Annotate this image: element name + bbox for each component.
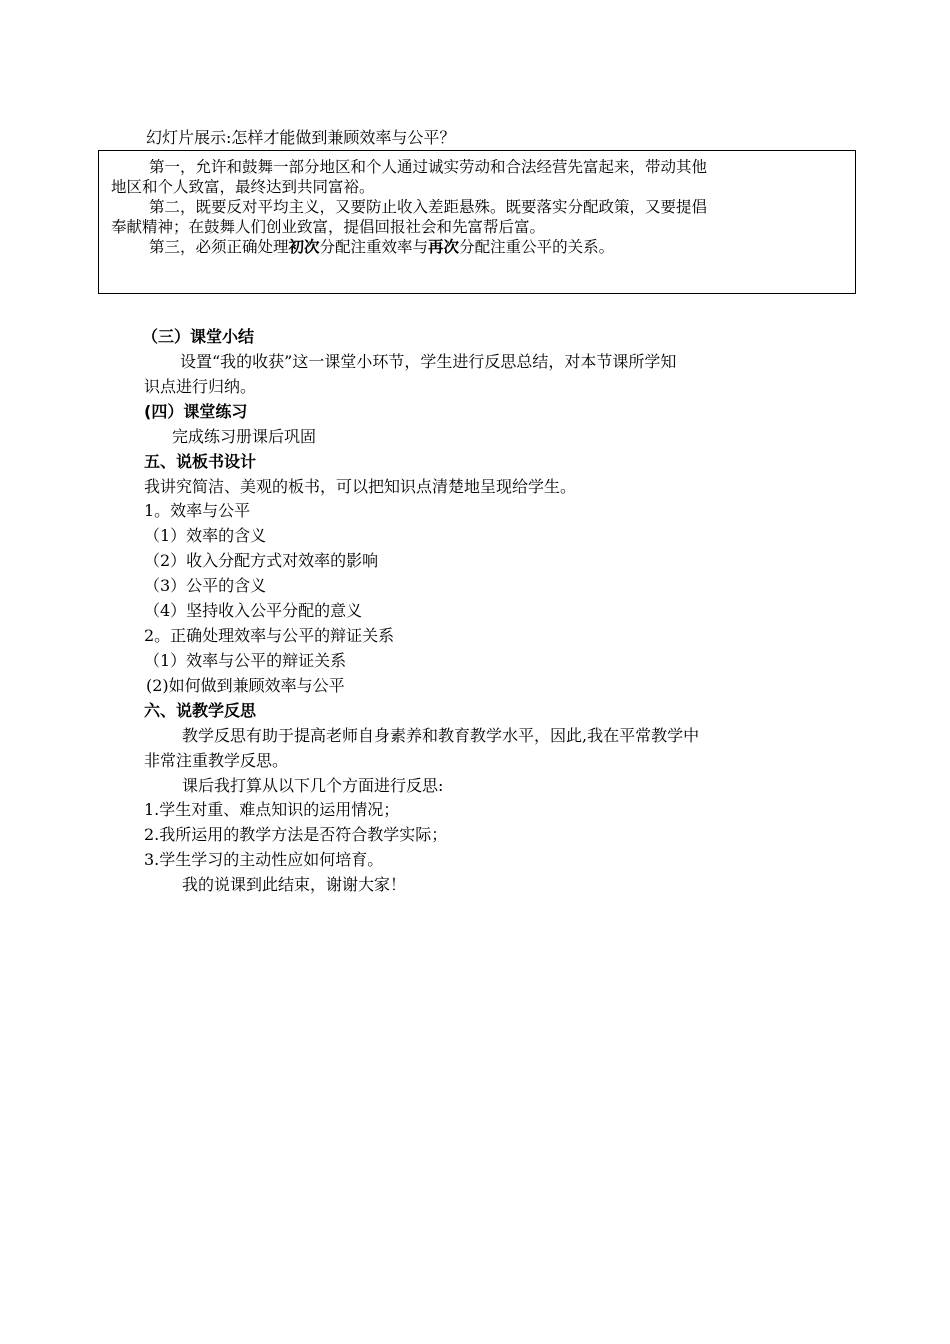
section-6-line-2: 非常注重教学反思。 (144, 751, 289, 770)
section-4-heading: (四）课堂练习 (144, 402, 248, 421)
section-6-line-1: 教学反思有助于提高老师自身素养和教育教学水平，因此,我在平常教学中 (182, 726, 700, 745)
slide-intro: 幻灯片展示:怎样才能做到兼顾效率与公平？ (146, 128, 456, 147)
box-point-3-bold-1: 初次 (288, 238, 320, 256)
box-point-3-a: 第三，必须正确处理 (149, 238, 289, 256)
box-point-3-e: 分配注重公平的关系。 (459, 238, 615, 256)
board-item: （2）收入分配方式对效率的影响 (144, 551, 379, 570)
section-5-text: 我讲究简洁、美观的板书，可以把知识点清楚地呈现给学生。 (144, 477, 577, 496)
reflection-item: 2.我所运用的教学方法是否符合教学实际； (144, 825, 448, 844)
section-5-heading: 五、说板书设计 (144, 452, 257, 471)
box-point-2-line-2: 奉献精神；在鼓舞人们创业致富，提倡回报社会和先富帮后富。 (111, 218, 546, 236)
section-6-line-3: 课后我打算从以下几个方面进行反思: (182, 776, 444, 795)
section-3-line-2: 识点进行归纳。 (144, 377, 257, 396)
section-3-line-1: 设置“我的收获”这一课堂小环节，学生进行反思总结，对本节课所学知 (180, 352, 677, 371)
section-6-heading: 六、说教学反思 (144, 701, 257, 720)
box-point-1-line-1: 第一，允许和鼓舞一部分地区和个人通过诚实劳动和合法经营先富起来，带动其他 (149, 158, 708, 176)
closing-remark: 我的说课到此结束，谢谢大家！ (182, 875, 407, 894)
board-item: 1。效率与公平 (144, 501, 251, 520)
section-3-heading: （三）课堂小结 (142, 327, 255, 346)
box-point-2-line-1: 第二，既要反对平均主义，又要防止收入差距悬殊。既要落实分配政策，又要提倡 (149, 198, 708, 216)
board-item: （4）坚持收入公平分配的意义 (144, 601, 363, 620)
slide-content-box (98, 150, 856, 294)
reflection-item: 1.学生对重、难点知识的运用情况； (144, 800, 400, 819)
box-point-3-c: 分配注重效率与 (319, 238, 429, 256)
box-point-3-bold-2: 再次 (428, 238, 460, 256)
board-item: （1）效率与公平的辩证关系 (144, 651, 347, 670)
box-point-3 (149, 237, 614, 257)
board-item: 2。正确处理效率与公平的辩证关系 (144, 626, 395, 645)
box-point-1-line-2: 地区和个人致富，最终达到共同富裕。 (111, 178, 375, 196)
board-item: （1）效率的含义 (144, 526, 267, 545)
section-4-text: 完成练习册课后巩固 (172, 427, 317, 446)
board-item: (2)如何做到兼顾效率与公平 (146, 676, 345, 695)
board-item: （3）公平的含义 (144, 576, 267, 595)
reflection-item: 3.学生学习的主动性应如何培育。 (144, 850, 384, 869)
